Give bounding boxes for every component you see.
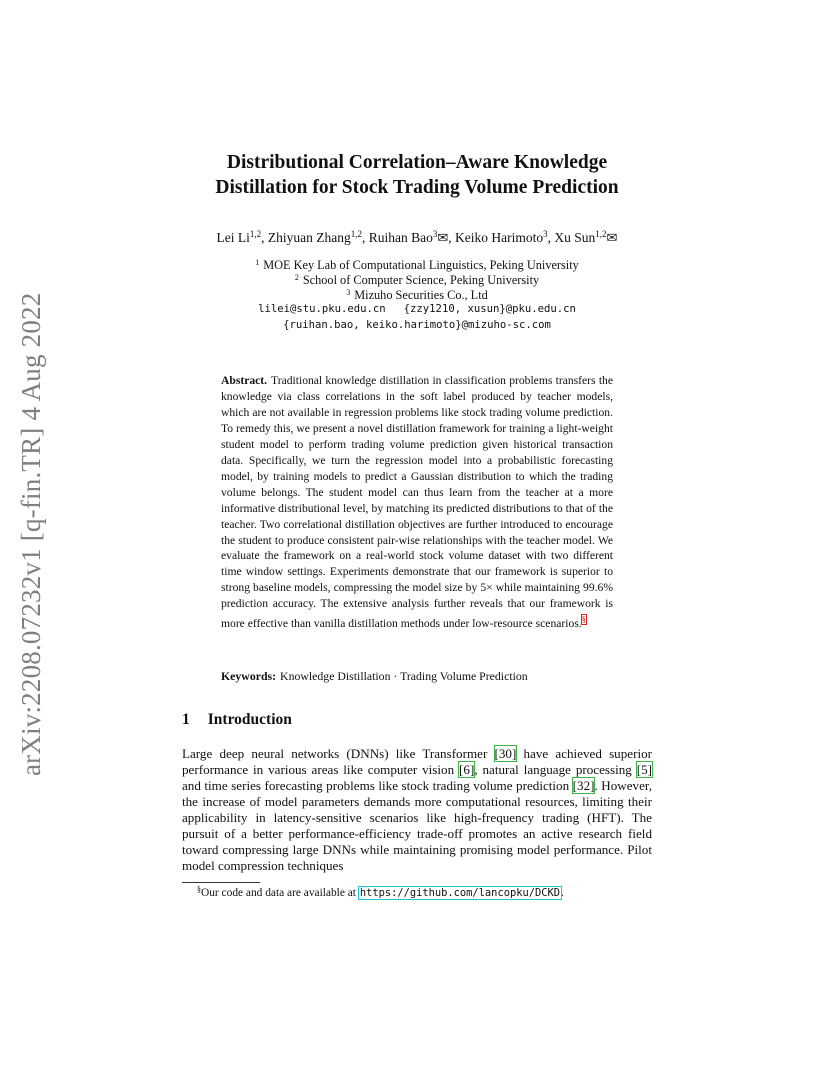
author-name: Ruihan Bao <box>368 230 433 245</box>
footnote-divider <box>182 882 260 883</box>
author-affiliation-mark: 1,2 <box>249 229 262 239</box>
abstract-text: Traditional knowledge distillation in classification problems transfers the knowledge via class correlations in the soft label produced by teacher models, which are not available in regression problems like stock trading volume prediction. To remedy this, we present a novel distillation framework for training a light-weight student model to perform trading volume prediction given historical transaction data. Specifically, we turn the regression model into a probabilistic forecasting model, by training models to predict a Gaussian distribution to which the trading volume belongs. The student model can thus learn from the teacher at a more informative distributional level, by matching its predicted distributions to that of the teacher. Two correlational distillation objectives are further introduced to encourage the student to produce consistent pair-wise relationships with the teacher model. We evaluate the framework on a real-world stock volume dataset with two different time window settings. Experiments demonstrate that our framework is superior to strong baseline models, compressing the model size by 5× while maintaining 99.6% prediction accuracy. The extensive analysis further reveals that our framework is more effective than vanilla distillation methods under low-resource scenarios. <box>221 374 613 631</box>
title-line-2: Distillation for Stock Trading Volume Prediction <box>215 177 619 198</box>
author-name: Lei Li <box>216 230 250 245</box>
email-address: {ruihan.bao, keiko.harimoto}@mizuho-sc.com <box>283 319 551 331</box>
author-list: Lei Li$^{1,2}$, Zhiyuan Zhang$^{1,2}$, Ruihan Bao$^3$✉, Keiko Harimoto$^3$, Xu Sun$^{1,2}$✉ <box>216 229 618 245</box>
citation-link[interactable]: [30] <box>494 746 517 761</box>
email-line-1 <box>182 303 652 315</box>
code-repository-link[interactable]: https://github.com/lancopku/DCKD <box>359 887 560 899</box>
author-name: Keiko Harimoto <box>455 230 544 245</box>
affiliation-3: $^3$ Mizuho Securities Co., Ltd <box>346 288 488 302</box>
keywords <box>221 669 621 684</box>
envelope-icon: ✉ <box>606 230 618 245</box>
abstract-label: Abstract. <box>221 374 268 387</box>
footnote-text: Our code and data are available at <box>201 887 359 899</box>
abstract <box>221 373 613 632</box>
section-heading <box>182 711 292 729</box>
footnote-mark: § <box>197 885 201 894</box>
author-affiliation-mark: 1,2 <box>350 229 363 239</box>
paper-title <box>182 150 652 200</box>
arxiv-identifier: arXiv:2208.07232v1 [q-fin.TR] 4 Aug 2022 <box>16 292 46 776</box>
footnote: §Our code and data are available at https://github.com/lancopku/DCKD. <box>197 885 564 899</box>
citation-link[interactable]: [6] <box>459 761 475 777</box>
citation-link[interactable]: [5] <box>636 761 652 777</box>
citation-link[interactable]: [32] <box>572 777 595 793</box>
email-address: lilei@stu.pku.edu.cn <box>258 303 386 315</box>
title-line-1: Distributional Correlation–Aware Knowledge <box>226 152 608 173</box>
author-affiliation-mark: 1,2 <box>595 229 607 239</box>
email-line-2 <box>182 319 652 331</box>
author-name: Xu Sun <box>554 230 596 245</box>
keywords-label: Keywords: <box>221 669 277 683</box>
author-name: Zhiyuan Zhang <box>267 230 351 245</box>
section-title: Introduction <box>207 711 292 728</box>
envelope-icon: ✉ <box>437 230 449 245</box>
section-number: 1 <box>182 711 190 728</box>
author-affiliation-mark: 3 <box>543 229 548 239</box>
email-address: {zzy1210, xusun}@pku.edu.cn <box>403 303 576 315</box>
affiliation-2: $^2$ School of Computer Science, Peking University <box>294 273 540 287</box>
keywords-text: Knowledge Distillation · Trading Volume Prediction <box>280 669 528 683</box>
intro-paragraph: Large deep neural networks (DNNs) like Transformer [30] have achieved superior performance in various areas like computer vision [6], natural language processing [5] and time series forecasting problems like stock trading volume prediction [32]. However, the increase of model parameters demands more computational resources, limiting their applicability in latency-sensitive scenarios like high-frequency trading (HFT). The pursuit of a better performance-efficiency trade-off promotes an active research field toward compressing large DNNs while maintaining promising model performance. Pilot model compression techniques <box>182 746 652 873</box>
footnote-reference[interactable]: § <box>581 615 586 625</box>
author-affiliation-mark: 3 <box>432 229 438 239</box>
affiliation-1: $^1$ MOE Key Lab of Computational Linguistics, Peking University <box>255 258 579 272</box>
